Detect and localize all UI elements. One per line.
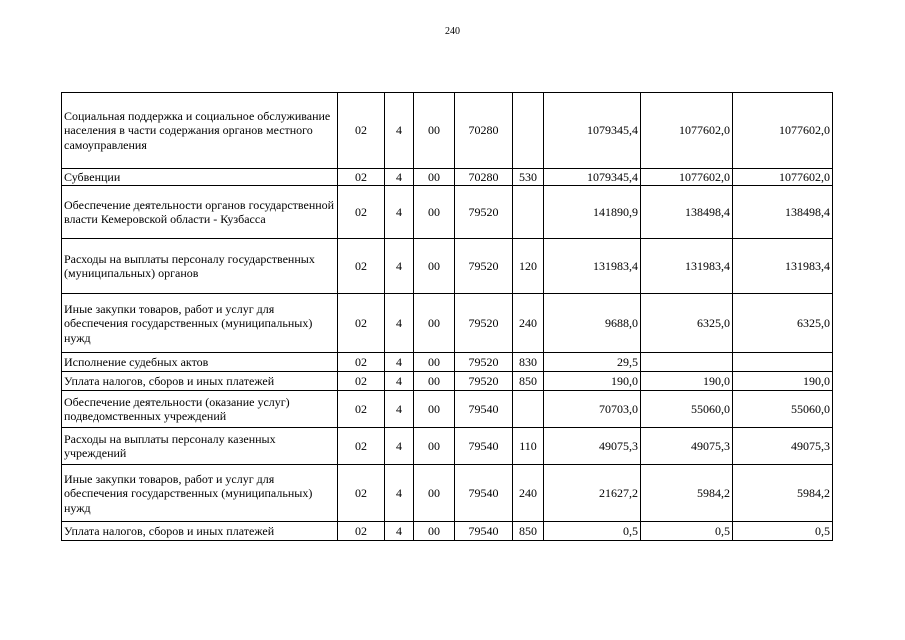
table-row: [62, 428, 833, 465]
amount-2: 5984,2: [641, 465, 733, 522]
direction-code: 70280: [455, 169, 513, 186]
table-row: [62, 391, 833, 428]
amount-3: 55060,0: [733, 391, 833, 428]
expense-type-code: 850: [513, 522, 544, 541]
row-name: Иные закупки товаров, работ и услуг для обеспечения государственных (муниципальных) нужд: [62, 294, 338, 353]
expense-type-code: 530: [513, 169, 544, 186]
direction-code: 79540: [455, 391, 513, 428]
section-code: 02: [338, 294, 385, 353]
expense-type-code: 110: [513, 428, 544, 465]
amount-2: 1077602,0: [641, 93, 733, 169]
row-name: Социальная поддержка и социальное обслуживание населения в части содержания органов местного самоуправления: [62, 93, 338, 169]
table-row: [62, 169, 833, 186]
amount-1: 70703,0: [544, 391, 641, 428]
amount-1: 1079345,4: [544, 93, 641, 169]
subprogram-code: 00: [414, 391, 455, 428]
amount-2: 1077602,0: [641, 169, 733, 186]
program-code: 4: [385, 294, 414, 353]
amount-3: 6325,0: [733, 294, 833, 353]
amount-3: 1077602,0: [733, 169, 833, 186]
amount-1: 9688,0: [544, 294, 641, 353]
section-code: 02: [338, 353, 385, 372]
section-code: 02: [338, 465, 385, 522]
direction-code: 79540: [455, 465, 513, 522]
program-code: 4: [385, 391, 414, 428]
table-row: [62, 239, 833, 294]
expense-type-code: [513, 391, 544, 428]
program-code: 4: [385, 353, 414, 372]
section-code: 02: [338, 372, 385, 391]
row-name: Уплата налогов, сборов и иных платежей: [62, 372, 338, 391]
amount-2: 190,0: [641, 372, 733, 391]
table-row: [62, 522, 833, 541]
direction-code: 79540: [455, 428, 513, 465]
table-row: [62, 186, 833, 239]
direction-code: 79520: [455, 372, 513, 391]
program-code: 4: [385, 465, 414, 522]
subprogram-code: 00: [414, 353, 455, 372]
section-code: 02: [338, 428, 385, 465]
subprogram-code: 00: [414, 522, 455, 541]
amount-3: 1077602,0: [733, 93, 833, 169]
subprogram-code: 00: [414, 372, 455, 391]
program-code: 4: [385, 186, 414, 239]
amount-2: 55060,0: [641, 391, 733, 428]
amount-2: [641, 353, 733, 372]
page-number: 240: [445, 26, 460, 37]
program-code: 4: [385, 522, 414, 541]
amount-3: 190,0: [733, 372, 833, 391]
row-name: Обеспечение деятельности (оказание услуг) подведомственных учреждений: [62, 391, 338, 428]
subprogram-code: 00: [414, 93, 455, 169]
table-row: [62, 372, 833, 391]
table-row: [62, 93, 833, 169]
program-code: 4: [385, 428, 414, 465]
subprogram-code: 00: [414, 294, 455, 353]
expense-type-code: 240: [513, 465, 544, 522]
amount-3: [733, 353, 833, 372]
amount-2: 131983,4: [641, 239, 733, 294]
amount-1: 49075,3: [544, 428, 641, 465]
row-name: Субвенции: [62, 169, 338, 186]
amount-1: 21627,2: [544, 465, 641, 522]
row-name: Обеспечение деятельности органов государственной власти Кемеровской области - Кузбасса: [62, 186, 338, 239]
amount-3: 131983,4: [733, 239, 833, 294]
amount-1: 190,0: [544, 372, 641, 391]
table-row: [62, 294, 833, 353]
amount-1: 131983,4: [544, 239, 641, 294]
subprogram-code: 00: [414, 465, 455, 522]
expense-type-code: 830: [513, 353, 544, 372]
amount-2: 6325,0: [641, 294, 733, 353]
amount-1: 1079345,4: [544, 169, 641, 186]
section-code: 02: [338, 239, 385, 294]
amount-1: 0,5: [544, 522, 641, 541]
program-code: 4: [385, 372, 414, 391]
amount-2: 138498,4: [641, 186, 733, 239]
subprogram-code: 00: [414, 186, 455, 239]
table-row: [62, 353, 833, 372]
expense-type-code: [513, 93, 544, 169]
row-name: Расходы на выплаты персоналу казенных учреждений: [62, 428, 338, 465]
row-name: Расходы на выплаты персоналу государственных (муниципальных) органов: [62, 239, 338, 294]
amount-2: 49075,3: [641, 428, 733, 465]
section-code: 02: [338, 522, 385, 541]
direction-code: 79520: [455, 294, 513, 353]
section-code: 02: [338, 93, 385, 169]
program-code: 4: [385, 239, 414, 294]
direction-code: 79520: [455, 239, 513, 294]
direction-code: 79540: [455, 522, 513, 541]
table-row: [62, 465, 833, 522]
row-name: Иные закупки товаров, работ и услуг для обеспечения государственных (муниципальных) нужд: [62, 465, 338, 522]
row-name: Исполнение судебных актов: [62, 353, 338, 372]
program-code: 4: [385, 169, 414, 186]
expense-type-code: [513, 186, 544, 239]
direction-code: 79520: [455, 186, 513, 239]
expense-type-code: 850: [513, 372, 544, 391]
subprogram-code: 00: [414, 169, 455, 186]
budget-table: [61, 92, 833, 541]
section-code: 02: [338, 391, 385, 428]
expense-type-code: 240: [513, 294, 544, 353]
amount-3: 5984,2: [733, 465, 833, 522]
program-code: 4: [385, 93, 414, 169]
amount-3: 138498,4: [733, 186, 833, 239]
amount-1: 29,5: [544, 353, 641, 372]
amount-3: 49075,3: [733, 428, 833, 465]
amount-1: 141890,9: [544, 186, 641, 239]
expense-type-code: 120: [513, 239, 544, 294]
subprogram-code: 00: [414, 239, 455, 294]
amount-2: 0,5: [641, 522, 733, 541]
subprogram-code: 00: [414, 428, 455, 465]
amount-3: 0,5: [733, 522, 833, 541]
direction-code: 70280: [455, 93, 513, 169]
row-name: Уплата налогов, сборов и иных платежей: [62, 522, 338, 541]
section-code: 02: [338, 186, 385, 239]
direction-code: 79520: [455, 353, 513, 372]
section-code: 02: [338, 169, 385, 186]
